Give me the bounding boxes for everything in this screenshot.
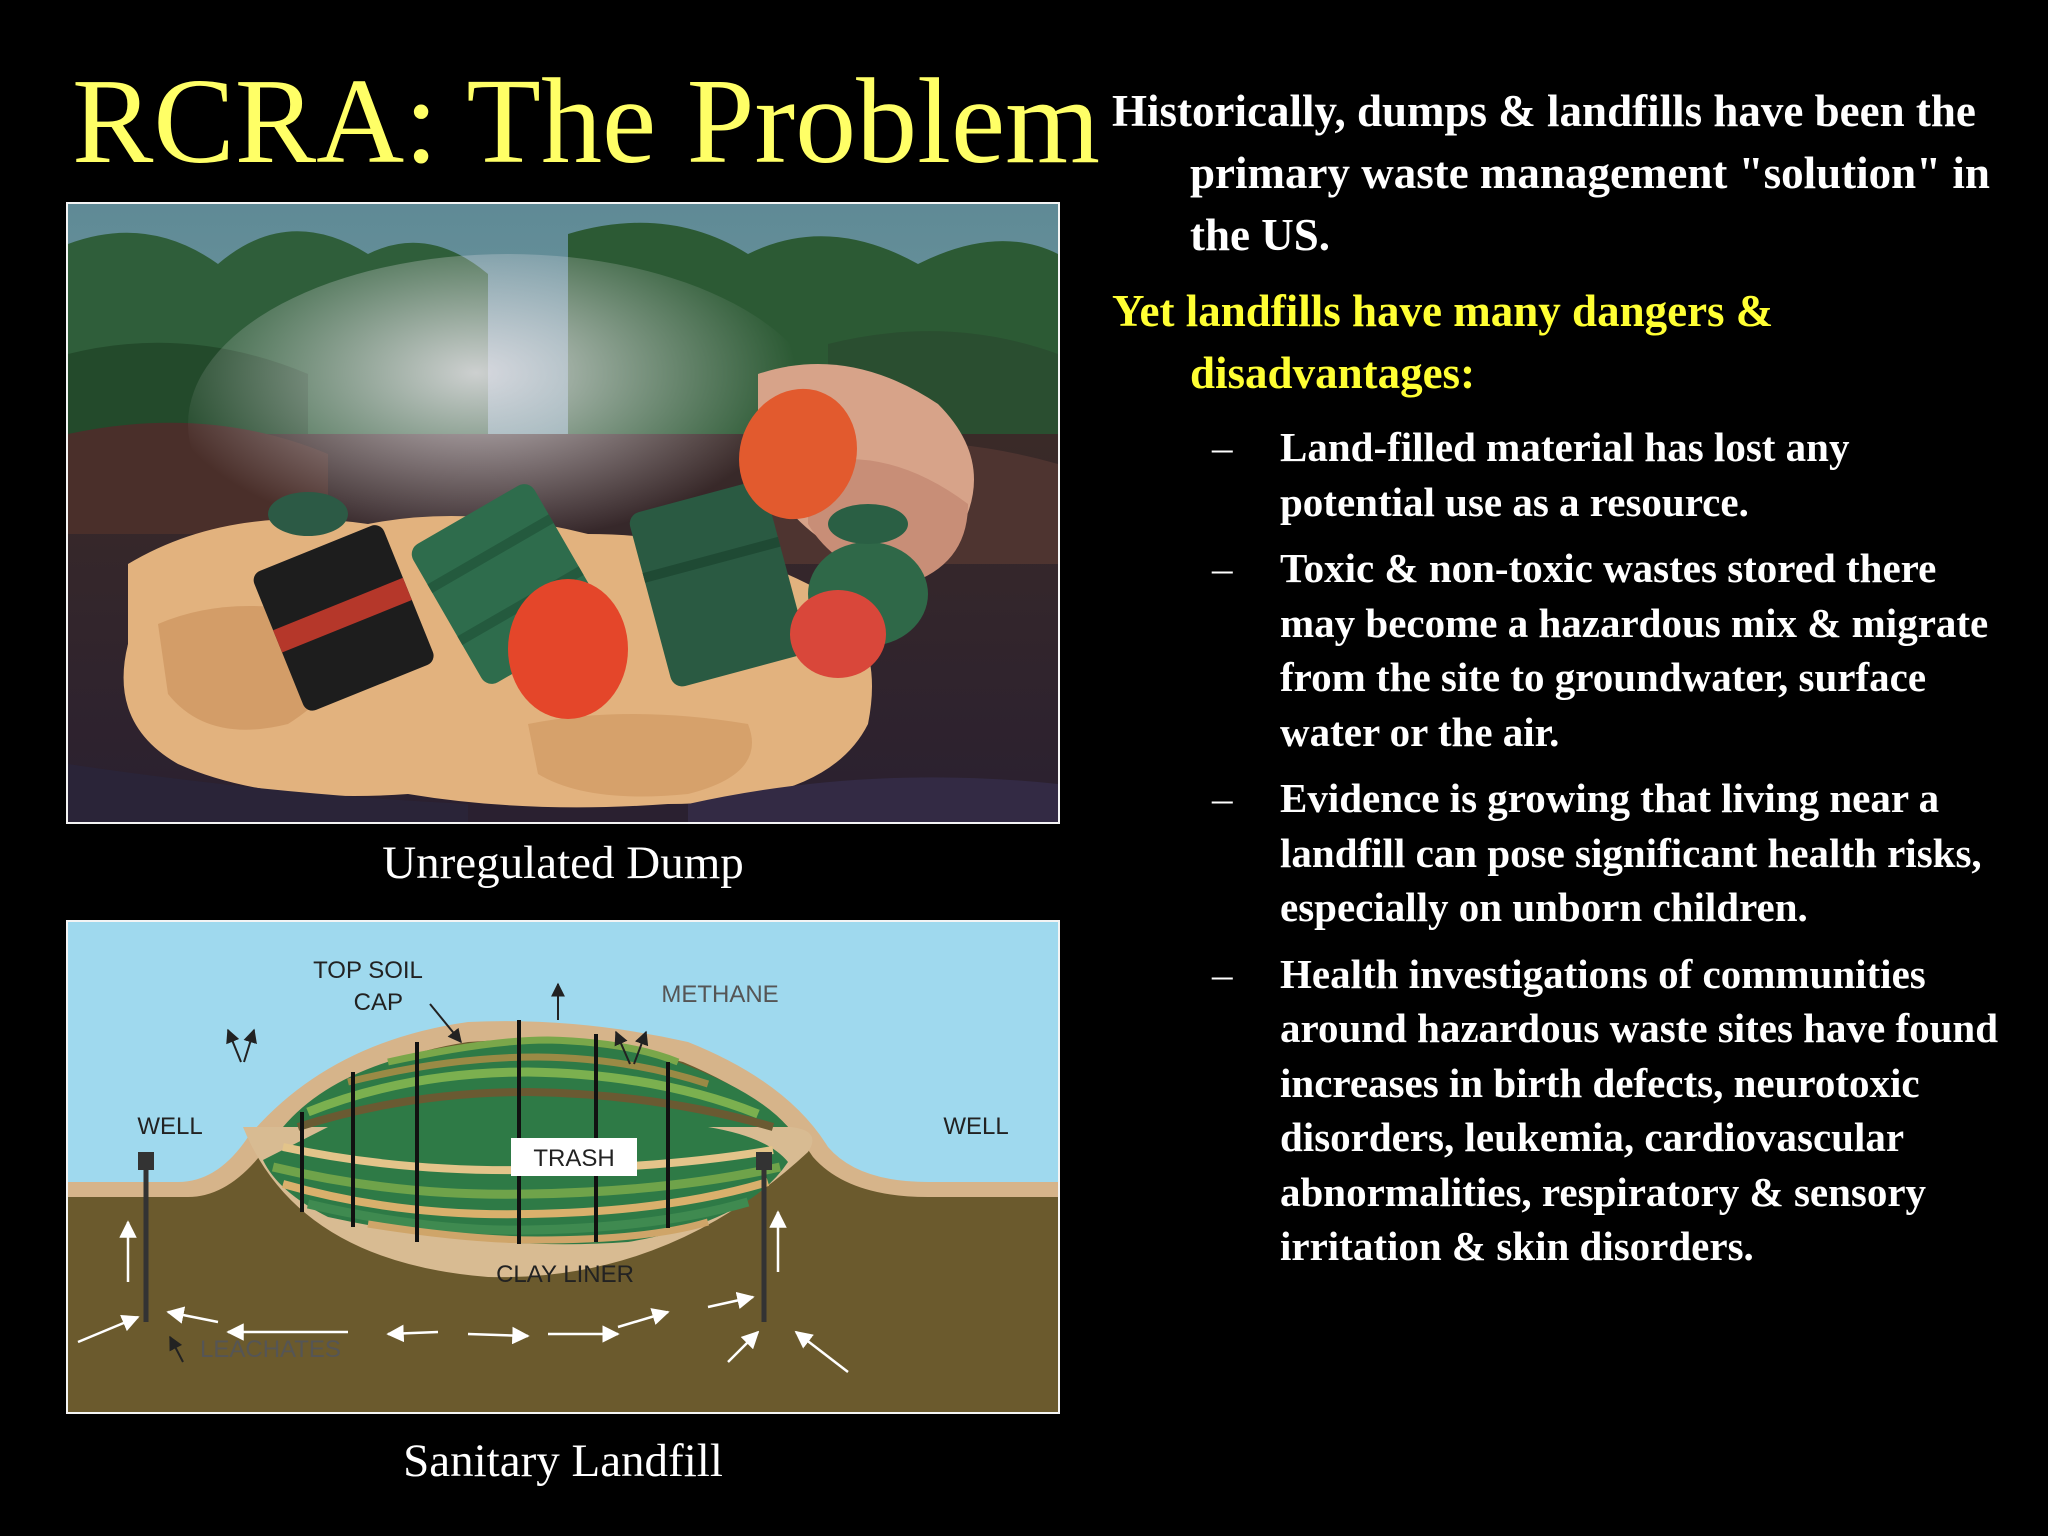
leachates-label: LEACHATES bbox=[200, 1336, 341, 1363]
well-right bbox=[756, 1152, 772, 1170]
dash-marker: – bbox=[1212, 424, 1233, 470]
trash-label: TRASH bbox=[533, 1145, 615, 1172]
top-soil-label: TOP SOIL bbox=[313, 957, 423, 984]
diagram-caption: Sanitary Landfill bbox=[403, 1435, 723, 1487]
list-item bbox=[1112, 541, 2012, 759]
dash-marker: – bbox=[1212, 545, 1233, 591]
dangers-list bbox=[1112, 420, 2012, 1274]
dangers-heading: Yet landfills have many dangers & disadvantages: bbox=[1112, 286, 1774, 398]
bullet-text: Land-filled material has lost any potential use as a resource. bbox=[1280, 424, 1850, 525]
bullet-text: Toxic & non-toxic wastes stored there may become a hazardous mix & migrate from the site to groundwater, surface water or the air. bbox=[1280, 545, 1989, 755]
intro-paragraph: Historically, dumps & landfills have been the primary waste management "solution" in the US. bbox=[1112, 86, 1990, 260]
list-item bbox=[1112, 420, 2012, 529]
clay-liner-label: CLAY LINER bbox=[496, 1261, 634, 1288]
slide-title: RCRA: The Problem bbox=[72, 54, 1101, 189]
bullet-text: Health investigations of communities around hazardous waste sites have found increases in birth defects, neurotoxic disorders, leukemia, cardiovascular abnormalities, respiratory & sensory irritation & skin disorders. bbox=[1280, 950, 1999, 1269]
well-left-label: WELL bbox=[137, 1113, 203, 1140]
dash-marker: – bbox=[1212, 950, 1233, 997]
cap-label: CAP bbox=[353, 989, 403, 1016]
photo-caption: Unregulated Dump bbox=[382, 837, 744, 889]
dash-marker: – bbox=[1212, 775, 1233, 821]
unregulated-dump-photo bbox=[66, 202, 1060, 824]
sanitary-landfill-diagram bbox=[66, 920, 1060, 1414]
bullet-text-column bbox=[1112, 80, 2012, 1286]
well-right-label: WELL bbox=[943, 1113, 1009, 1140]
list-item bbox=[1112, 947, 2012, 1274]
well-left bbox=[138, 1152, 154, 1170]
methane-label: METHANE bbox=[661, 981, 779, 1008]
list-item bbox=[1112, 771, 2012, 935]
bullet-text: Evidence is growing that living near a landfill can pose significant health risks, especially on unborn children. bbox=[1280, 775, 1982, 930]
